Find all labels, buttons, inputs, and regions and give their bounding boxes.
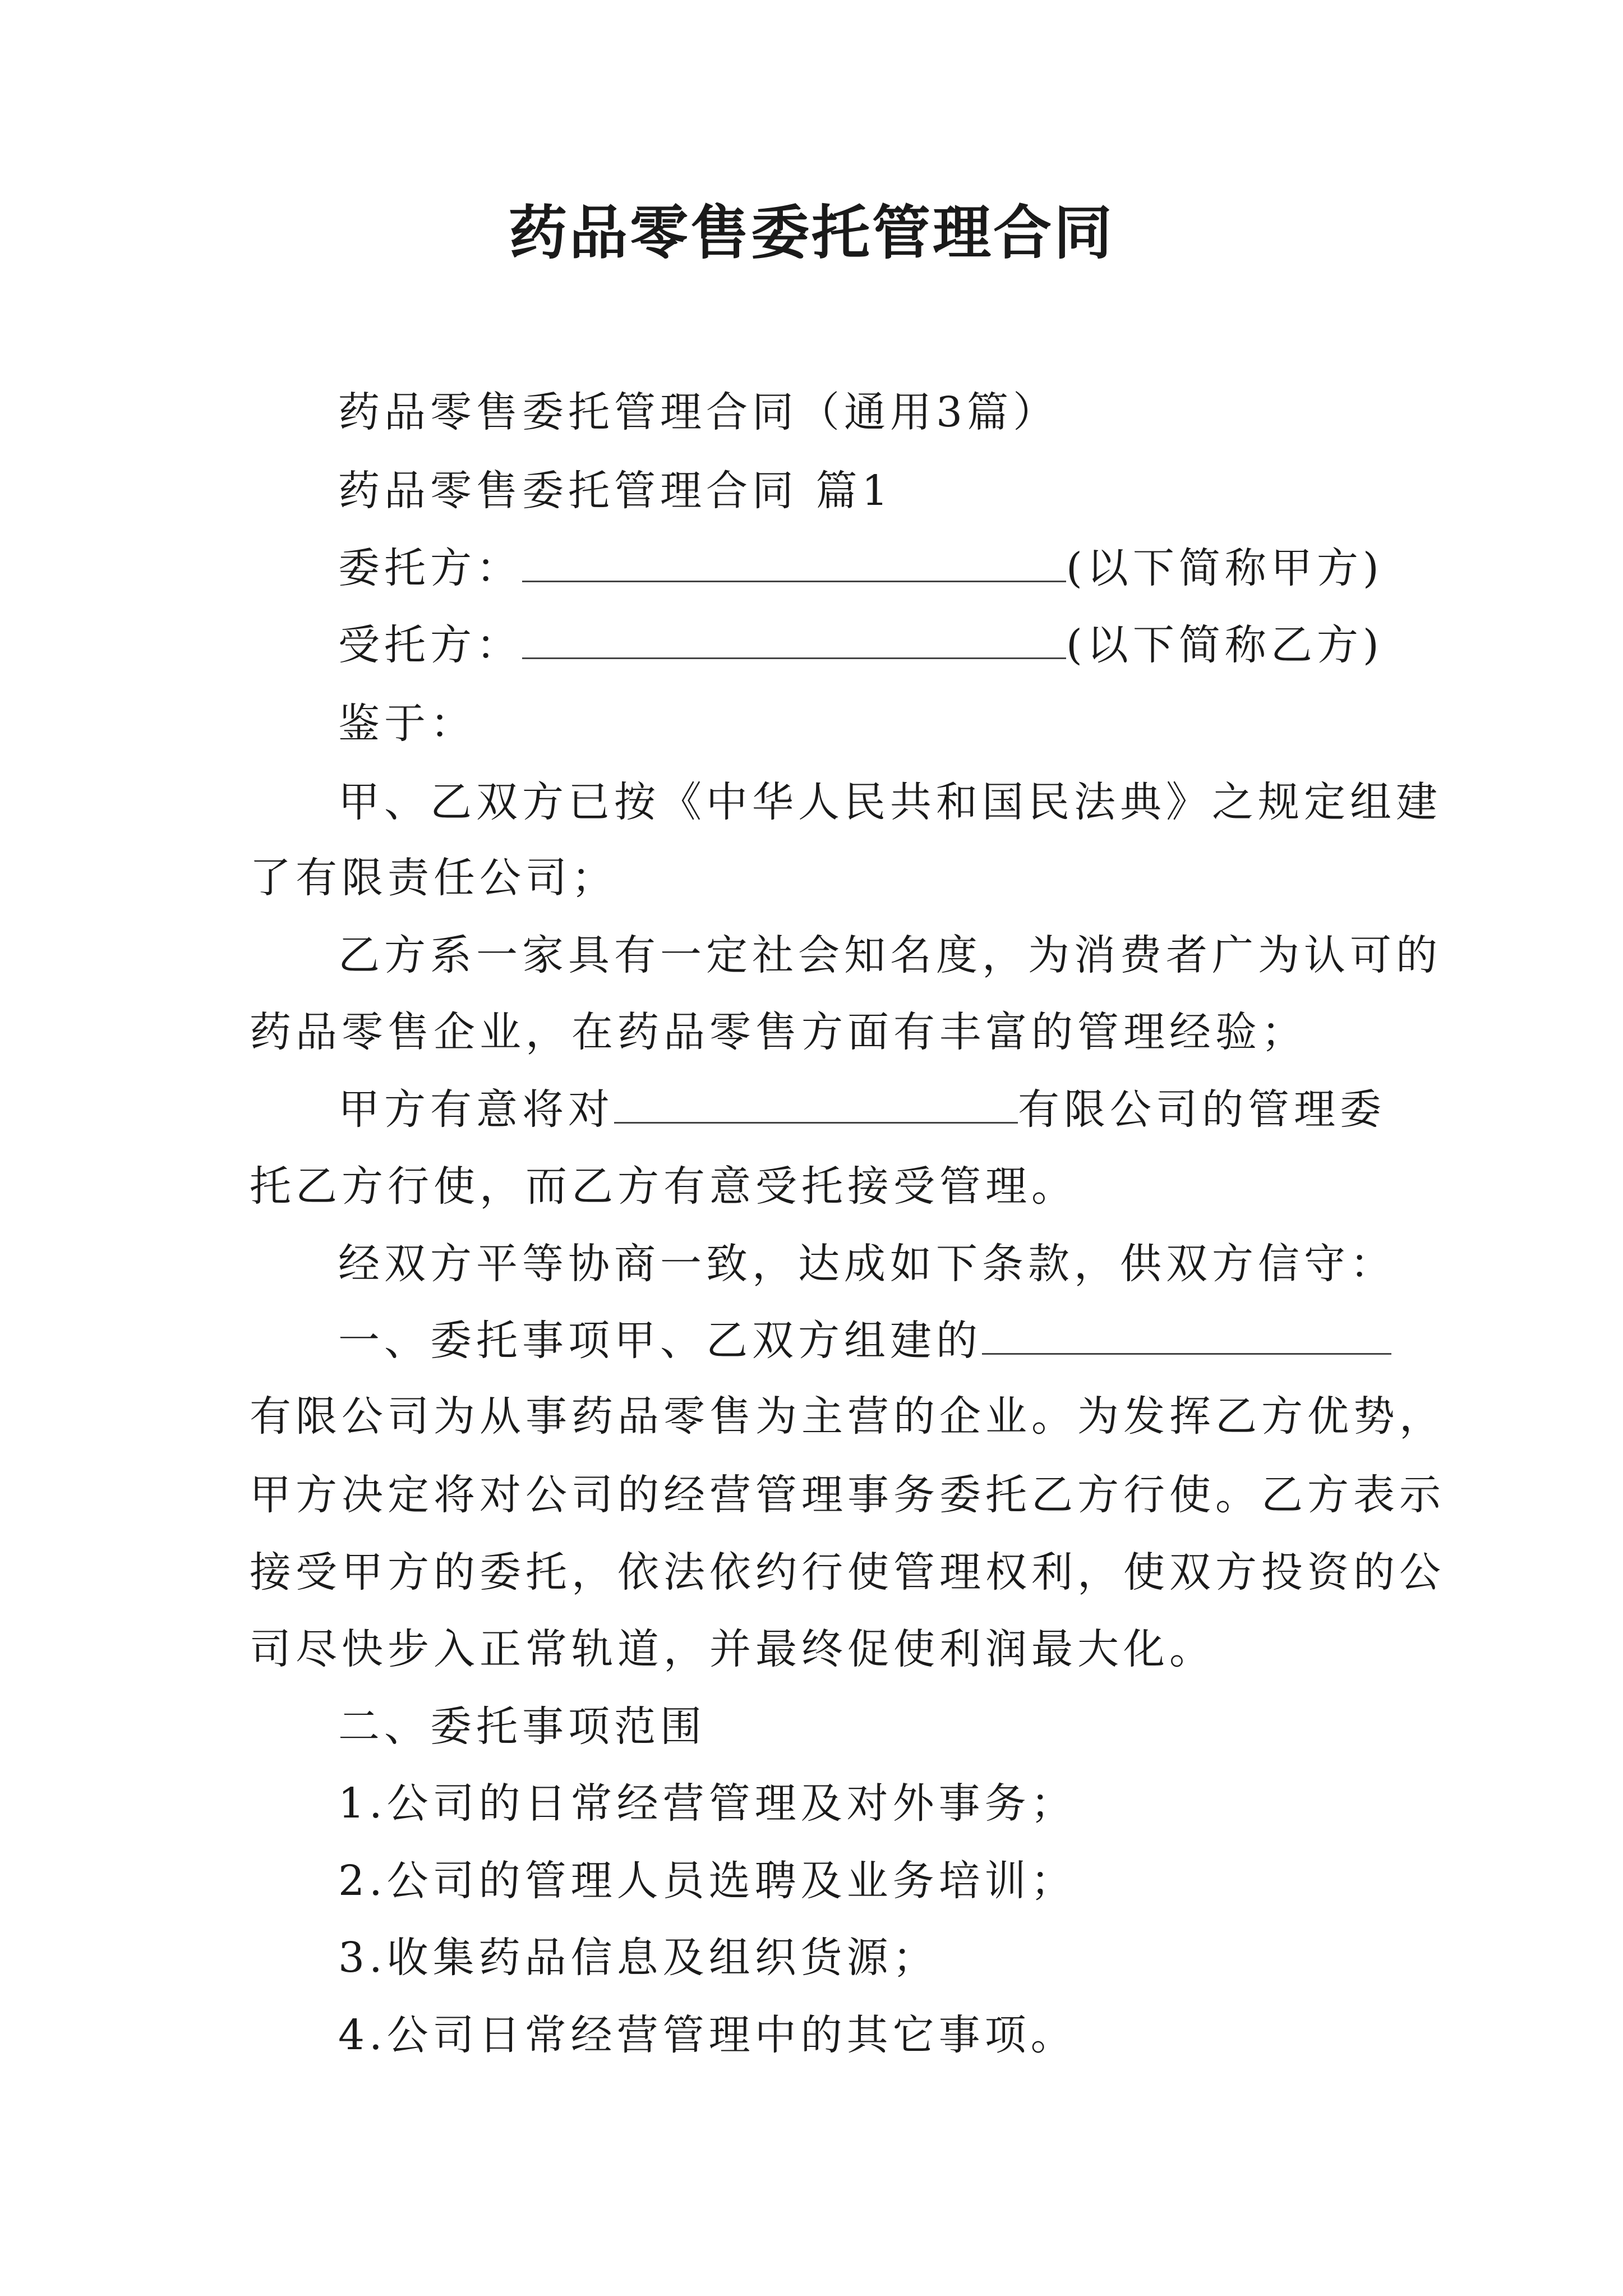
clause-1-blank bbox=[982, 1313, 1391, 1355]
clause-1-line-4: 接受甲方的委托，依法依约行使管理权利，使双方投资的公 bbox=[250, 1548, 1445, 1596]
paragraph-1-line-2: 了有限责任公司； bbox=[250, 854, 617, 902]
paragraph-3-line-2: 托乙方行使，而乙方有意受托接受管理。 bbox=[250, 1162, 1077, 1211]
clause-2-item-3: 3.收集药品信息及组织货源； bbox=[338, 1934, 939, 1982]
party-b-suffix: (以下简称乙方) bbox=[1066, 621, 1384, 669]
paragraph-4: 经双方平等协商一致，达成如下条款，供双方信守： bbox=[338, 1240, 1396, 1288]
party-b-blank bbox=[522, 617, 1066, 659]
clause-1-line-2: 有限公司为从事药品零售为主营的企业。为发挥乙方优势， bbox=[250, 1392, 1445, 1441]
clause-1-text: 一、委托事项甲、乙双方组建的 bbox=[338, 1317, 982, 1365]
section-heading: 药品零售委托管理合同 篇1 bbox=[338, 467, 893, 515]
paragraph-3-before: 甲方有意将对 bbox=[338, 1085, 614, 1134]
clause-2-heading: 二、委托事项范围 bbox=[338, 1703, 706, 1751]
paragraph-3-after: 有限公司的管理委 bbox=[1018, 1085, 1386, 1134]
clause-1-line-5: 司尽快步入正常轨道，并最终促使利润最大化。 bbox=[250, 1625, 1215, 1673]
paragraph-2-line-1: 乙方系一家具有一定社会知名度，为消费者广为认可的 bbox=[338, 931, 1442, 979]
clause-1-line-1 bbox=[338, 1313, 1391, 1369]
paragraph-1-line-1: 甲、乙双方已按《中华人民共和国民法典》之规定组建 bbox=[338, 778, 1442, 826]
party-a-line bbox=[338, 540, 1384, 596]
document-title: 药品零售委托管理合同 bbox=[508, 198, 1114, 267]
company-name-blank bbox=[614, 1082, 1018, 1124]
party-b-label: 受托方： bbox=[338, 621, 522, 669]
clause-2-item-1: 1.公司的日常经营管理及对外事务； bbox=[338, 1779, 1077, 1828]
paragraph-3-line-1 bbox=[338, 1082, 1386, 1138]
document-subtitle: 药品零售委托管理合同（通用3篇） bbox=[338, 388, 1059, 436]
party-a-blank bbox=[522, 540, 1066, 582]
clause-2-item-2: 2.公司的管理人员选聘及业务培训； bbox=[338, 1857, 1077, 1905]
whereas-label: 鉴于： bbox=[338, 700, 476, 748]
party-b-line bbox=[338, 617, 1384, 673]
paragraph-2-line-2: 药品零售企业，在药品零售方面有丰富的管理经验； bbox=[250, 1008, 1307, 1056]
party-a-suffix: (以下简称甲方) bbox=[1066, 544, 1384, 592]
clause-2-item-4: 4.公司日常经营管理中的其它事项。 bbox=[338, 2011, 1077, 2059]
party-a-label: 委托方： bbox=[338, 544, 522, 592]
clause-1-line-3: 甲方决定将对公司的经营管理事务委托乙方行使。乙方表示 bbox=[250, 1471, 1445, 1519]
